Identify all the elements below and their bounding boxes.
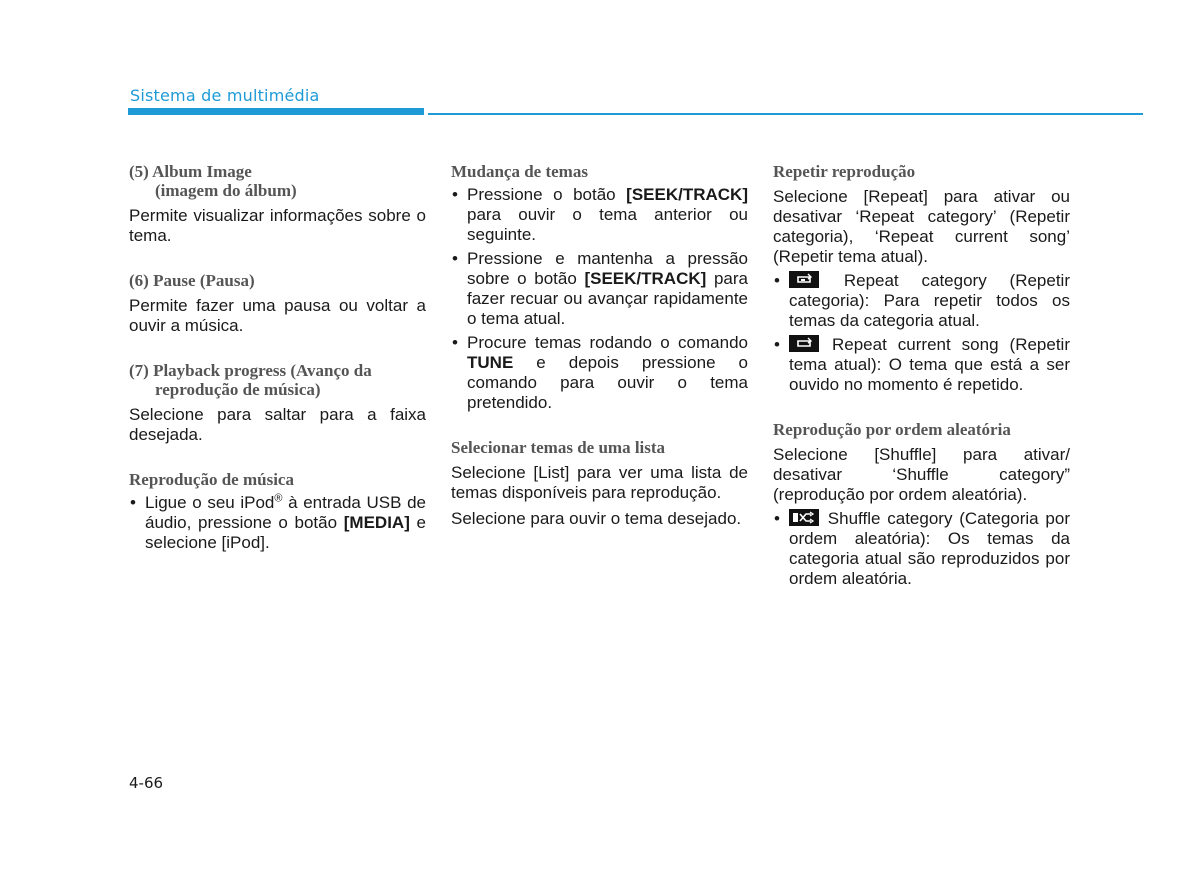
list-item (773, 509, 1070, 589)
header-accent-bar (128, 108, 424, 115)
heading-album-image-line2: (imagem do álbum) (155, 181, 297, 200)
select-from-list-text: Selecione [List] para ver uma lista de temas disponíveis para reprodução. (451, 463, 748, 502)
bullet-text: Repeat category (Repetir categoria): Para repetir todos os temas da categoria atual. (789, 271, 1070, 330)
bullet-text: para fazer recuar ou avançar rapidamente o tema atual. (467, 269, 748, 328)
bullet-text: à entrada USB de áudio, pressione o botão (145, 493, 427, 532)
registered-mark: ® (274, 492, 283, 505)
repeat-category-icon (789, 271, 819, 288)
heading-select-from-list: Selecionar temas de uma lista (451, 438, 666, 457)
header-rule (428, 113, 1143, 115)
album-image-text: Permite visualizar informações sobre o tema. (129, 206, 426, 245)
bullet-text: Ligue o seu iPod (145, 493, 275, 512)
list-item (451, 333, 748, 413)
heading-playback-line2: reprodução de música) (155, 380, 321, 399)
select-track-text: Selecione para ouvir o tema desejado. (451, 509, 742, 528)
media-key-label: [MEDIA] (343, 513, 410, 532)
shuffle-list (773, 509, 1070, 589)
change-tracks-list (451, 185, 748, 413)
page-number: 4-66 (129, 774, 164, 792)
column-3 (773, 162, 1070, 593)
bullet-text: e selecione [iPod]. (145, 513, 426, 552)
pause-text: Permite fazer uma pausa ou voltar a ouvir a música. (129, 296, 426, 335)
column-1 (129, 162, 426, 557)
shuffle-icon (789, 509, 819, 526)
list-item (451, 185, 748, 245)
heading-playback-progress (129, 361, 426, 399)
repeat-one-icon (789, 335, 819, 352)
heading-shuffle: Reprodução por ordem aleatória (773, 420, 1011, 439)
bullet-text: Repeat current song (Repetir tema atual): O tema que está a ser ouvido no momento é repetido. (789, 335, 1070, 394)
heading-change-tracks: Mudança de temas (451, 162, 588, 181)
column-2 (451, 162, 748, 529)
list-item (451, 249, 748, 329)
heading-repeat: Repetir reprodução (773, 162, 916, 181)
section-title: Sistema de multimédia (130, 86, 320, 105)
list-item (129, 493, 426, 553)
seek-track-key-label: [SEEK/TRACK] (584, 269, 707, 288)
heading-album-image-line1: (5) Album Image (129, 162, 252, 181)
tune-key-label: TUNE (467, 353, 514, 372)
playback-progress-text: Selecione para saltar para a faixa desejada. (129, 405, 426, 444)
list-item (773, 271, 1070, 331)
heading-playback-line1: (7) Playback progress (Avanço da (129, 361, 372, 380)
repeat-text: Selecione [Repeat] para ativar ou desativar ‘Repeat category’ (Repetir categoria), ‘Repeat current song’ (Repetir tema atual). (773, 187, 1070, 266)
repeat-list (773, 271, 1070, 395)
bullet-text: Procure temas rodando o comando (467, 333, 748, 352)
heading-music-playback: Reprodução de música (129, 470, 294, 489)
bullet-text: Shuffle category (Categoria por ordem aleatória): Os temas da categoria atual são reproduzidos por ordem aleatória. (789, 509, 1070, 588)
shuffle-text: Selecione [Shuffle] para ativar/ desativar ‘Shuffle category” (reprodução por ordem aleatória). (773, 445, 1070, 504)
heading-pause: (6) Pause (Pausa) (129, 271, 255, 290)
bullet-text: e depois pressione o comando para ouvir o tema pretendido. (467, 353, 748, 412)
music-playback-list (129, 493, 426, 553)
bullet-text: para ouvir o tema anterior ou seguinte. (467, 205, 748, 244)
bullet-text: Pressione o botão (467, 185, 627, 204)
seek-track-key-label: [SEEK/TRACK] (626, 185, 748, 204)
heading-album-image (129, 162, 426, 200)
bullet-text: Pressione e mantenha a pressão sobre o botão (467, 249, 748, 288)
list-item (773, 335, 1070, 395)
